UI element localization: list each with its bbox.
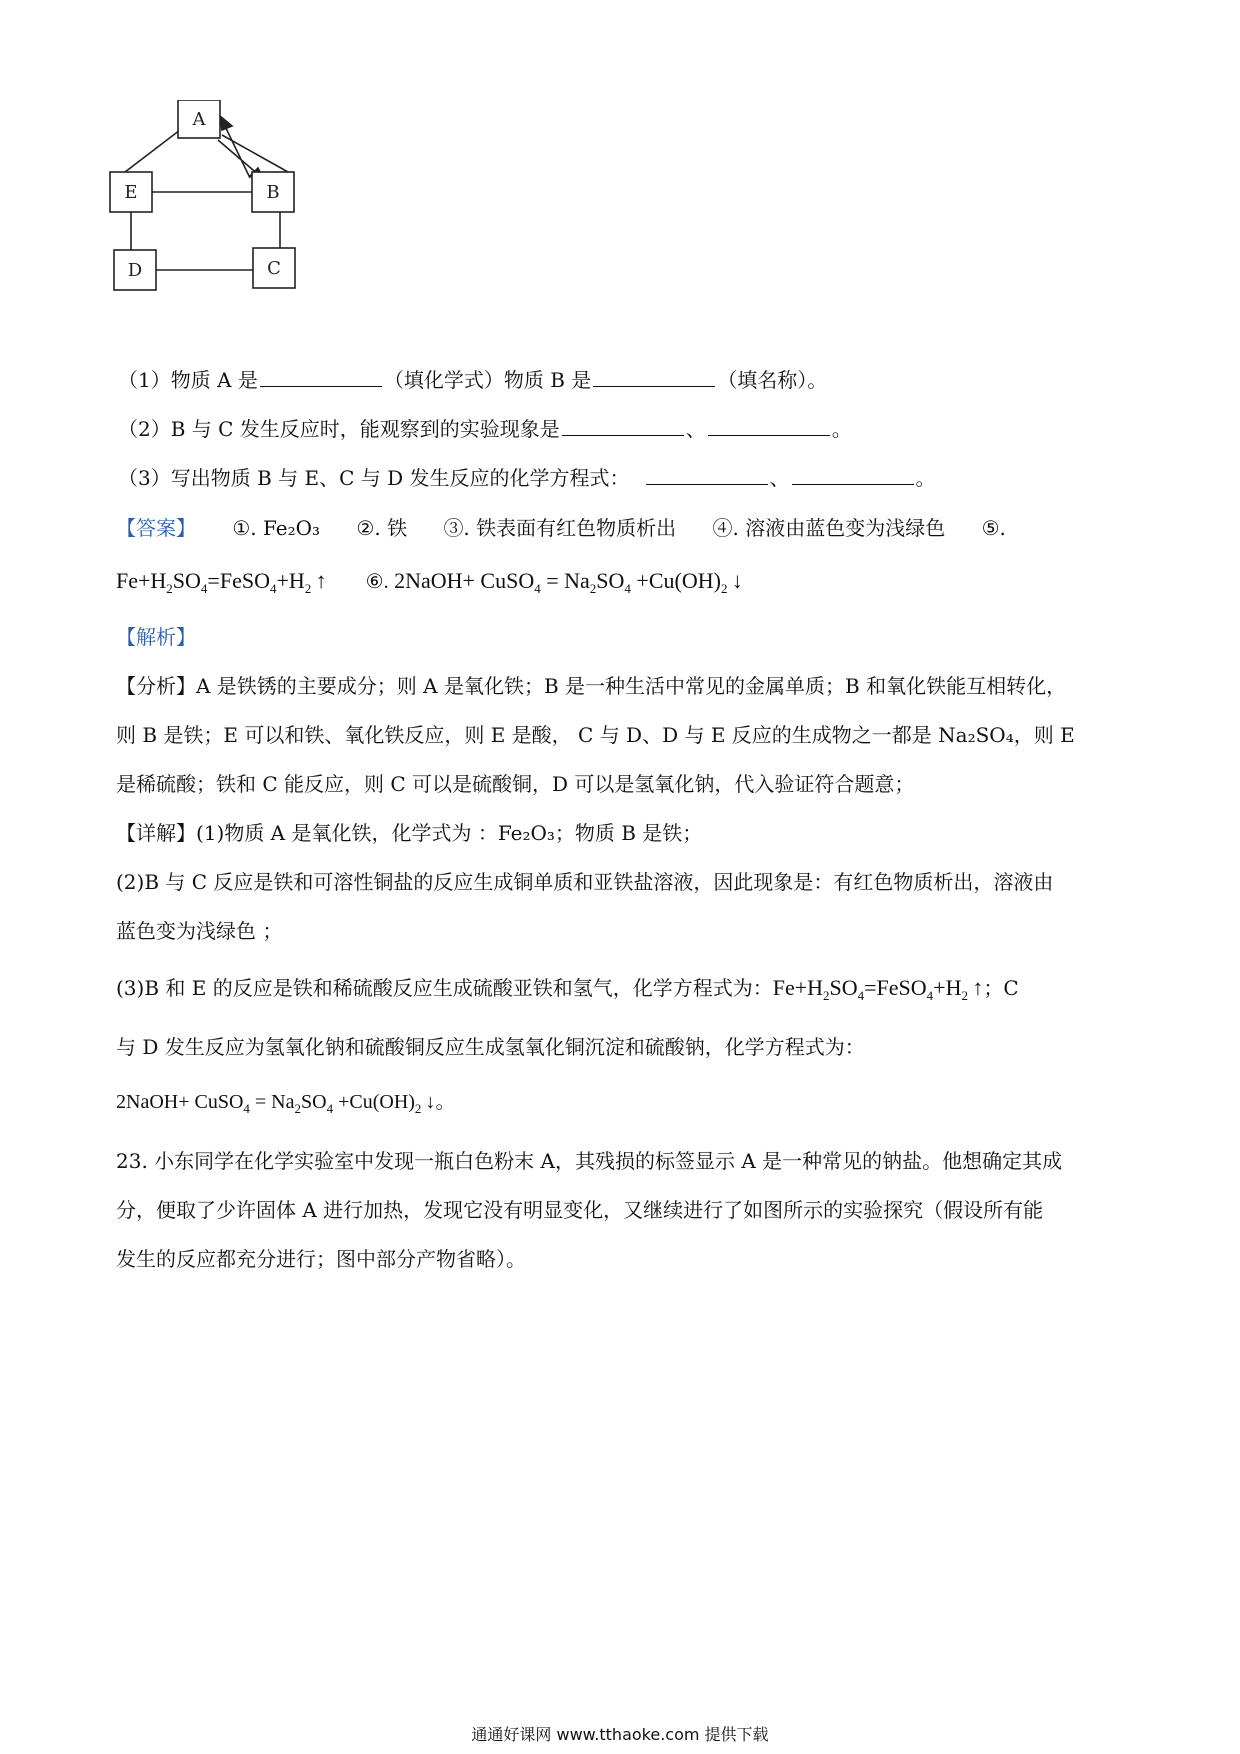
node-e-label: E (124, 182, 138, 203)
answer-blank (562, 417, 684, 436)
answer-tag: 【答案】 (116, 516, 196, 540)
answer-blank (593, 368, 715, 387)
question-3: （3）写出物质 B 与 E、C 与 D 发生反应的化学方程式： 、 。 (118, 466, 936, 490)
page-footer: 通通好课网 www.tthaoke.com 提供下载 (471, 1725, 769, 1744)
answer-row (116, 514, 1006, 542)
answer-2: ②. 铁 (356, 516, 408, 540)
node-d-label: D (127, 260, 143, 281)
detail-line-2: (2)B 与 C 反应是铁和可溶性铜盐的反应生成铜单质和亚铁盐溶液，因此现象是：有红色物质析出，溶液由 (116, 870, 1054, 894)
answer-blank (646, 466, 768, 485)
q23-line-2: 分，便取了少许固体 A 进行加热，发现它没有明显变化，又继续进行了如图所示的实验探究（假设所有能 (116, 1198, 1044, 1222)
answer-3: ③. 铁表面有红色物质析出 (443, 516, 677, 540)
edge-a-e (125, 130, 180, 172)
answer-6-label: ⑥. (365, 571, 389, 593)
answer-5-label: ⑤. (981, 516, 1006, 540)
detail-line-1: 【详解】(1)物质 A 是氧化铁，化学式为 ：Fe₂O₃；物质 B 是铁； (116, 821, 703, 845)
reaction-diagram (100, 100, 360, 330)
arrow-b-to-a (223, 122, 250, 178)
detail-line-5: 与 D 发生反应为氢氧化钠和硫酸铜反应生成氢氧化铜沉淀和硫酸钠，化学方程式为： (116, 1035, 865, 1059)
node-a-label: A (192, 109, 206, 130)
analysis-line-1: 【分析】A 是铁锈的主要成分；则 A 是氧化铁；B 是一种生活中常见的金属单质；B 和氧化铁能互相转化， (116, 674, 1067, 698)
answer-blank (708, 417, 830, 436)
answer-4: ④. 溶液由蓝色变为浅绿色 (712, 516, 946, 540)
q23-line-3: 发生的反应都充分进行；图中部分产物省略）。 (116, 1247, 526, 1271)
detail-line-4: (3)B 和 E 的反应是铁和稀硫酸反应生成硫酸亚铁和氢气，化学方程式为：$Fe+H_2SO_4=FeSO_4+H_2$ ↑；C (116, 975, 1019, 1003)
node-b-label: B (266, 182, 280, 203)
analysis-line-2: 则 B 是铁；E 可以和铁、氧化铁反应，则 E 是酸， C 与 D、D 与 E 反应的生成物之一都是 Na₂SO₄，则 E (116, 723, 1075, 747)
detail-line-6: 2NaOH+ CuSO$_4$ = $Na_2SO_4 +Cu(OH)_2$ ↓。 (116, 1091, 456, 1116)
answer-blank (260, 368, 382, 387)
question-1: （1）物质 A 是 （填化学式）物质 B 是 （填名称）。 (118, 368, 828, 392)
answer-blank (792, 466, 914, 485)
answer-equations (116, 567, 743, 596)
arrowhead-a (220, 116, 232, 130)
question-2: （2）B 与 C 发生反应时，能观察到的实验现象是 、 。 (118, 417, 852, 441)
equation-fe-h2so4-inline: $Fe+H_2SO_4=FeSO_4+H_2$ ↑ (772, 975, 984, 1003)
node-c-label: C (267, 258, 281, 279)
analysis-line-3: 是稀硫酸；铁和 C 能反应，则 C 可以是硫酸铜，D 可以是氢氧化钠，代入验证符合题意； (116, 772, 915, 796)
analysis-tag: 【解析】 (116, 625, 196, 649)
equation-naoh-cuso4: 2NaOH+ CuSO$_4$ = $Na_2SO_4 +Cu(OH)_2$ ↓ (394, 568, 743, 596)
detail-line-3: 蓝色变为浅绿色 ； (116, 919, 283, 943)
q23-line-1: 23. 小东同学在化学实验室中发现一瓶白色粉末 A，其残损的标签显示 A 是一种常见的钠盐。他想确定其成 (116, 1149, 1063, 1173)
equation-fe-h2so4: $Fe+H_2SO_4=FeSO_4+H_2$ ↑ (116, 568, 327, 596)
equation-naoh-cuso4-inline: 2NaOH+ CuSO$_4$ = $Na_2SO_4 +Cu(OH)_2$ ↓ (116, 1091, 436, 1116)
answer-1: ①. Fe₂O₃ (232, 516, 321, 540)
